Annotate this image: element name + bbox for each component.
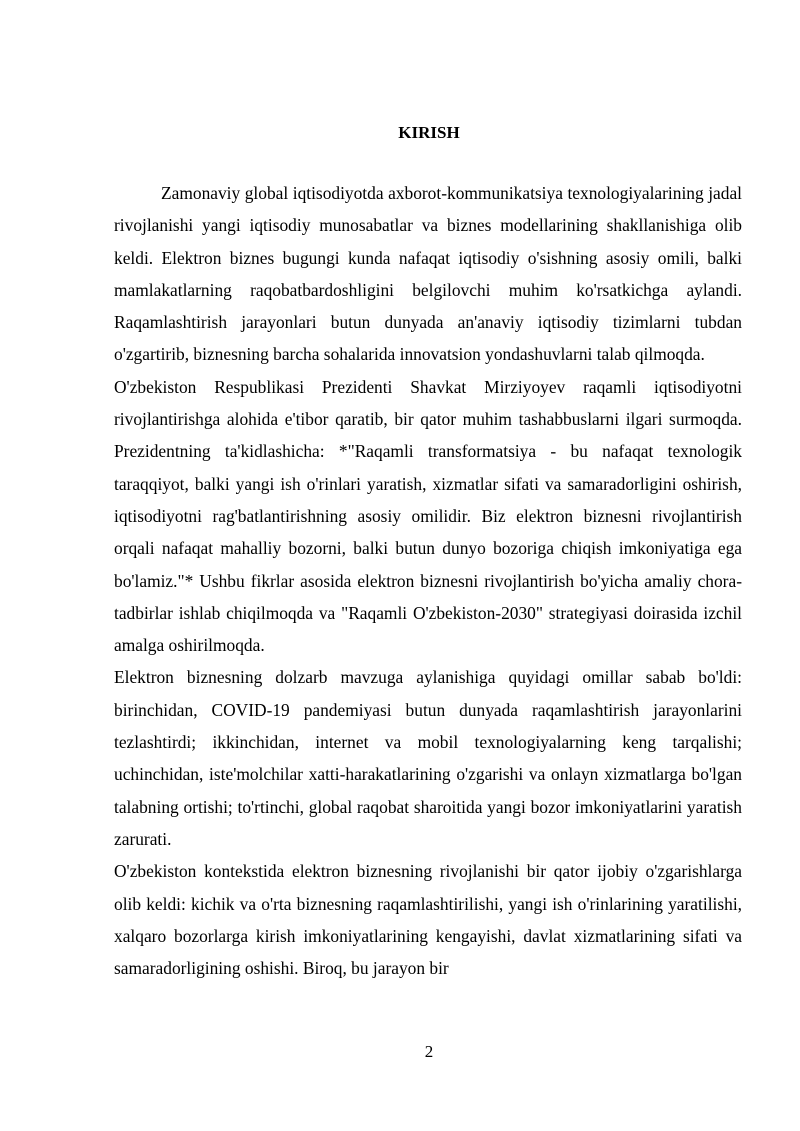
paragraph-factors: Elektron biznesning dolzarb mavzuga aylanishiga quyidagi omillar sabab bo'ldi: birinchidan, COVID-19 pandemiyasi butun dunyada raqamlashtirish jarayonlarini tezlashtirdi; ikkinchidan, internet va mobil texnologiyalarning keng tarqalishi; uchinchidan, iste'molchilar xatti-harakatlarining o'zgarishi va onlayn xizmatlarga bo'lgan talabning ortishi; to'rtinchi, global raqobat sharoitida yangi bozor imkoniyatlarini yaratish zarurati.	[114, 667, 742, 849]
paragraph-intro: Zamonaviy global iqtisodiyotda axborot-kommunikatsiya texnologiyalarining jadal rivojlanishi yangi iqtisodiy munosabatlar va biznes modellarining shakllanishiga olib keldi. Elektron biznes bugungi kunda nafaqat iqtisodiy o'sishning asosiy omili, balki mamlakatlarning raqobatbardoshligini belgilovchi muhim ko'rsatkichga aylandi. Raqamlashtirish jarayonlari butun dunyada an'anaviy iqtisodiy tizimlarni tubdan o'zgartirib, biznesning barcha sohalarida innovatsion yondashuvlarni talab qilmoqda.	[114, 183, 742, 365]
paragraph-uzbekistan-context: O'zbekiston kontekstida elektron biznesning rivojlanishi bir qator ijobiy o'zgarishlarga olib keldi: kichik va o'rta biznesning raqamlashtirilishi, yangi ish o'rinlarining yaratilishi, xalqaro bozorlarga kirish imkoniyatlarining kengayishi, davlat xizmatlarining sifati va samaradorligining oshishi. Biroq, bu jarayon bir	[114, 861, 742, 979]
page-number: 2	[424, 1042, 434, 1061]
section-title: KIRISH	[398, 123, 460, 142]
body-text	[114, 177, 742, 984]
paragraph-president: O'zbekiston Respublikasi Prezidenti Shavkat Mirziyoyev raqamli iqtisodiyotni rivojlantirishga alohida e'tibor qaratib, bir qator muhim tashabbuslarni ilgari surmoqda. Prezidentning ta'kidlashicha: *"Raqamli transformatsiya - bu nafaqat texnologik taraqqiyot, balki yangi ish o'rinlari yaratish, xizmatlar sifati va samaradorligini oshirish, iqtisodiyotni rag'batlantirishning asosiy omilidir. Biz elektron biznesni rivojlantirish orqali nafaqat mahalliy bozorni, balki butun dunyo bozoriga chiqish imkoniyatiga ega bo'lamiz."* Ushbu fikrlar asosida elektron biznesni rivojlantirish bo'yicha amaliy chora-tadbirlar ishlab chiqilmoqda va "Raqamli O'zbekiston-2030" strategiyasi doirasida izchil amalga oshirilmoqda.	[114, 376, 742, 656]
